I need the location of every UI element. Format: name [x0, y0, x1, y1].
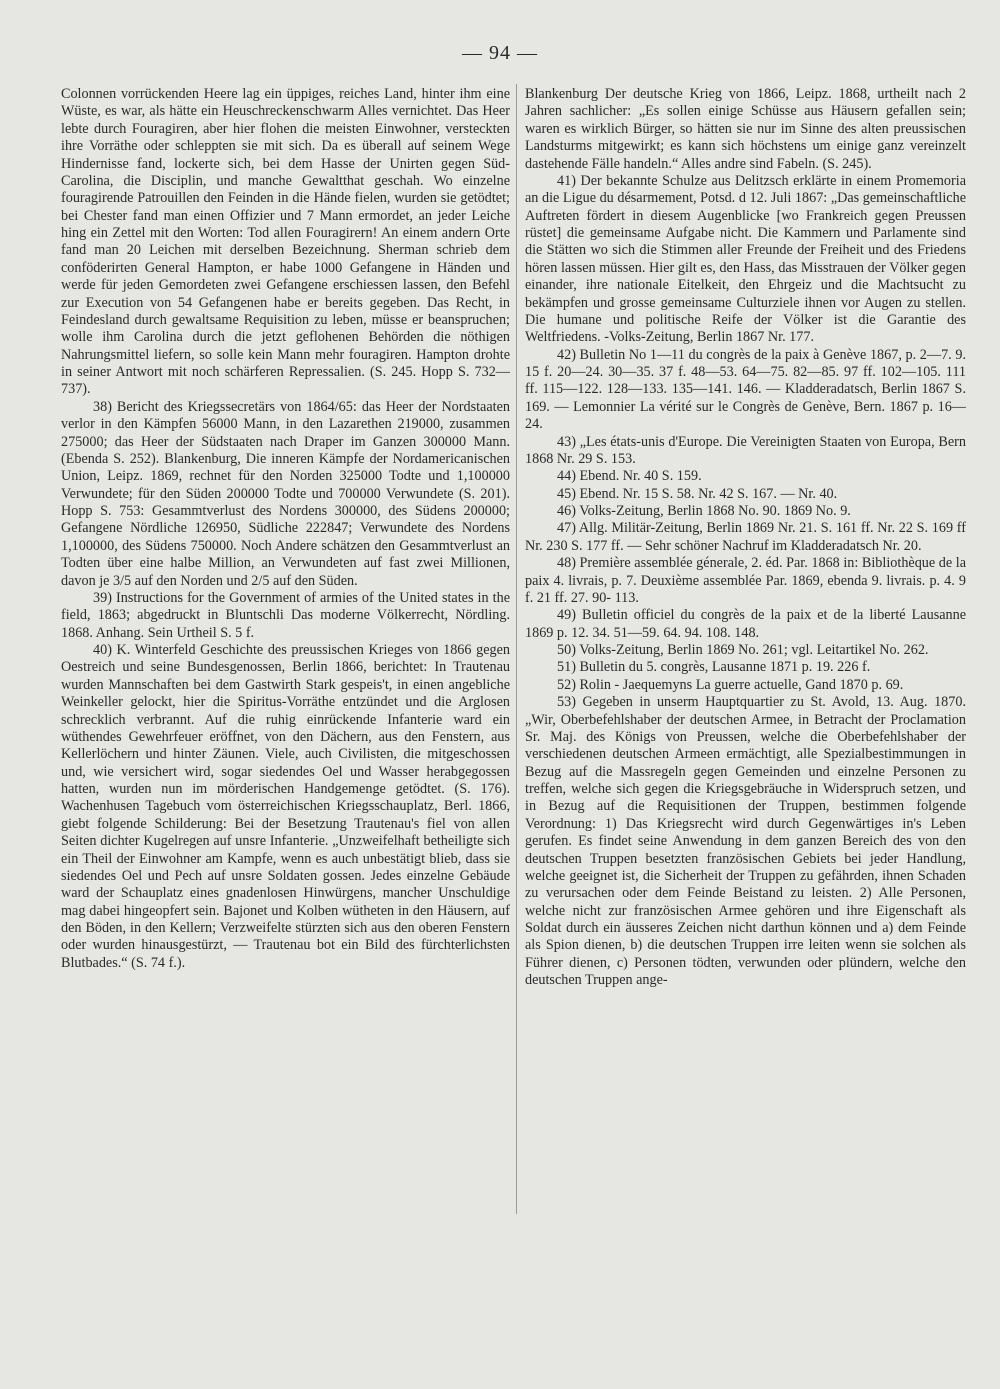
paragraph: Colonnen vorrückenden Heere lag ein üppiges, reiches Land, hinter ihm eine Wüste, es war, als hätte ein Heuschreckenschwarm Alles vernichtet. Das Heer lebte durch Fouragiren, aber hier flohen die meisten Einwohner, versteckten ihre Vorräthe oder schleppten sie mit sich. Da es überall auf seinem Wege Hindernisse fand, lockerte sich, bei dem Hasse der Unirten gegen Süd-Carolina, die Disciplin, und manche Gewaltthat geschah. Wo einzelne fouragirende Patrouillen den Feinden in die Hände fielen, wurden sie getödtet; bei Chester fand man einen Offizier und 7 Mann ermordet, an jeder Leiche hing ein Zettel mit den Worten: Tod allen Fouragirern! An einem andern Orte fand man 20 Leichen mit derselben Bezeichnung. Sherman schrieb dem conföderirten General Hampton, er habe 1000 Gefangene in Händen und werde für jeden Gemordeten zwei Gefangene erschiessen lassen, den Befehl zur Execution von 54 Gefangenen habe er bereits gegeben. Das Recht, in Feindesland durch gewaltsame Requisition zu leben, müsse er beanspruchen; wolle ihm Carolina durch die jetzt geflohenen Behörden die nöthigen Nahrungsmittel liefern, so solle kein Mann mehr fouragiren. Hampton drohte in seiner Antwort mit noch schärferen Repressalien. (S. 245. Hopp S. 732—737). — [61, 86, 510, 398]
page-number: — 94 — — [462, 42, 538, 64]
left-column — [61, 86, 510, 972]
footnote-42: 42) Bulletin No 1—11 du congrès de la paix à Genève 1867, p. 2—7. 9. 15 f. 20—24. 30—35. 37 f. 48—53. 64—75. 82—85. 97 ff. 102—105. 111 ff. 115—122. 128—133. 135—141. 146. — Kladderadatsch, Berlin 1867 S. 169. — Lemonnier La vérité sur le Congrès de Genève, Bern. 1867 p. 16—24. — [525, 346, 966, 433]
footnote-48: 48) Première assemblée génerale, 2. éd. Par. 1868 in: Bibliothèque de la paix 4. livrais, p. 7. Deuxième assemblée Par. 1869, ebenda 9. livrais. p. 4. 9 f. 21 ff. 27. 90- 113. — [525, 555, 966, 606]
column-divider — [516, 84, 517, 1214]
footnote-52: 52) Rolin - Jaequemyns La guerre actuelle, Gand 1870 p. 69. — [557, 676, 904, 693]
footnote-46: 46) Volks-Zeitung, Berlin 1868 No. 90. 1869 No. 9. — [557, 503, 851, 519]
paragraph: Blankenburg Der deutsche Krieg von 1866, Leipz. 1868, urtheilt nach 2 Jahren sachlicher: „Es sollen einige Schüsse aus Häusern gefallen sein; waren es wirklich Bürger, so hätten sie nur im Sinne des alten preussischen Landsturms mitgewirkt; es kann sich höchstens um einige ganz vereinzelt dastehende Fälle handeln.“ Alles andre sind Fabeln. (S. 245). — [525, 86, 966, 172]
footnote-40: 40) K. Winterfeld Geschichte des preussischen Krieges von 1866 gegen Oestreich und seine Bundesgenossen, Berlin 1866, berichtet: In Trautenau wurden Mannschaften bei dem Gastwirth Stark gespeis't, in einen angebliche Weinkeller gelockt, hier die Spiritus-Vorräthe entzündet und die Arglosen schrecklich verbrannt. Auf die ruhig einrückende Infanterie ward ein wüthendes Gewehrfeuer eröffnet, von den Dächern, aus den Fenstern, aus Kellerlöchern und hinter Zäunen. Viele, auch Civilisten, die mitgeschossen und, wie versichert wird, sogar siedendes Oel und Wasser herabgegossen hatten, wurden nun im mörderischen Handgemenge getödtet. (S. 176). Wachenhusen Tagebuch vom österreichischen Kriegsschauplatz, Berl. 1866, giebt folgende Schilderung: Bei der Besetzung Trautenau's fiel von allen Seiten dichter Kugelregen auf unsre Infanterie. „Unzweifelhaft betheiligte sich ein Theil der Einwohner am Kampfe, wenn es auch unbestätigt blieb, dass sie siedendes Oel und Pech auf unsre Soldaten gossen. Jedes einzelne Gebäude ward der Schauplatz eines gnadenlosen Hinwürgens, mancher Unschuldige mag dabei hingeopfert sein. Bajonet und Kolben wütheten in den Häusern, auf den Böden, in den Kellern; Verzweifelte stürzten sich aus den oberen Fenstern oder wurden hinausgestürzt, — Trautenau bot ein Bild des fürchterlichsten Blutbades.“ (S. 74 f.). — [61, 642, 510, 971]
footnote-38: 38) Bericht des Kriegssecretärs von 1864/65: das Heer der Nordstaaten verlor in den Kämpfen 56000 Mann, in den Lazarethen 219000, zusammen 275000; das Heer der Südstaaten nach Draper im Ganzen 300000 Mann. (Ebenda S. 252). Blankenburg, Die inneren Kämpfe der Nordamericanischen Union, Leipz. 1869, rechnet für den Norden 325000 Todte und 1,100000 Verwundete; für den Süden 200000 Todte und 700000 Verwundete (S. 201). Hopp S. 753: Gesammtverlust des Nordens 300000, des Südens 200000; Gefangene Nördliche 126950, Südliche 222847; Verwundete des Nordens 1,100000, des Südens 750000. Noch Andere schätzen den Gesammtverlust an Todten über eine halbe Million, an Verwundeten auf fast zwei Millionen, davon je 3/5 auf den Norden und 2/5 auf den Süden. — [61, 398, 510, 589]
footnote-44: 44) Ebend. Nr. 40 S. 159. — [557, 468, 702, 485]
footnote-47: 47) Allg. Militär-Zeitung, Berlin 1869 Nr. 21. S. 161 ff. Nr. 22 S. 169 ff Nr. 230 S. 177 ff. — Sehr schöner Nachruf im Kladderadatsch Nr. 20. — [525, 520, 966, 554]
footnote-49: 49) Bulletin officiel du congrès de la paix et de la liberté Lausanne 1869 p. 12. 34. 51—59. 64. 94. 108. 148. — [525, 607, 966, 641]
footnote-39: 39) Instructions for the Government of armies of the United states in the field, 1863; abgedruckt in Bluntschli Das moderne Völkerrecht, Nördling. 1868. Anhang. Sein Urtheil S. 5 f. — [61, 589, 510, 641]
footnote-45: 45) Ebend. Nr. 15 S. 58. Nr. 42 S. 167. — Nr. 40. — [557, 485, 838, 502]
footnote-50: 50) Volks-Zeitung, Berlin 1869 No. 261; vgl. Leitartikel No. 262. — [557, 642, 929, 658]
footnote-43: 43) „Les états-unis d'Europe. Die Vereinigten Staaten von Europa, Bern 1868 Nr. 29 S. 153. — [525, 433, 966, 467]
right-column — [525, 86, 966, 990]
footnote-41: 41) Der bekannte Schulze aus Delitzsch erklärte in einem Promemoria an die Ligue du désarmement, Potsd. d 12. Juli 1867: „Das gemeinschaftliche Auftreten fördert in diesem Augenblicke [wo Frankreich gegen Preussen rüstet] die gemeinsame Aufgabe nicht. Die Kammern und Parlamente sind die Stätten wo sich die Stimmen aller Freunde der Freiheit und des Friedens hören lassen müssen. Hier gilt es, den Hass, das Misstrauen der Völker gegen einander, ihre nationale Eitelkeit, den Ehrgeiz und die Machtsucht zu bekämpfen und grosse gemeinsame Culturziele ihnen vor Augen zu stellen. Die humane und politische Reife der Völker ist die Garantie des Weltfriedens. -Volks-Zeitung, Berlin 1867 Nr. 177. — [525, 172, 966, 346]
footnote-53: 53) Gegeben in unserm Hauptquartier zu St. Avold, 13. Aug. 1870. „Wir, Oberbefehlshaber der deutschen Armee, in Betracht der Proclamation Sr. Maj. des Königs von Preussen, welche die Oberbefehlshaber der verschiedenen deutschen Armeen ermächtigt, alle Spezialbestimmungen in Bezug auf die Massregeln gegen Gemeinden und einzelne Personen zu treffen, welche sich gegen die Kriegsgebräuche in Widerspruch setzen, und in Bezug auf die Requisitionen der Truppen, bestimmen folgende Verordnung: 1) Das Kriegsrecht wird durch Gegenwärtiges in's Leben gerufen. Es findet seine Anwendung in dem ganzen Bereich des von den deutschen Truppen besetzten französischen Gebiets bei jeder Handlung, welche geeignet ist, die Sicherheit der Truppen zu gefährden, ihnen Schaden zu verursachen oder dem Feinde Beistand zu leisten. 2) Alle Personen, welche nicht zur französischen Armee gehören und ihre Eigenschaft als Soldat durch ein äusseres Zeichen nicht darthun können und a) dem Feinde als Spion dienen, b) die deutschen Truppen irre leiten wenn sie solchen als Führer dienen, c) Personen tödten, verwunden oder plündern, welche den deutschen Truppen ange- — [525, 694, 966, 989]
footnote-51: 51) Bulletin du 5. congrès, Lausanne 1871 p. 19. 226 f. — [557, 659, 871, 676]
